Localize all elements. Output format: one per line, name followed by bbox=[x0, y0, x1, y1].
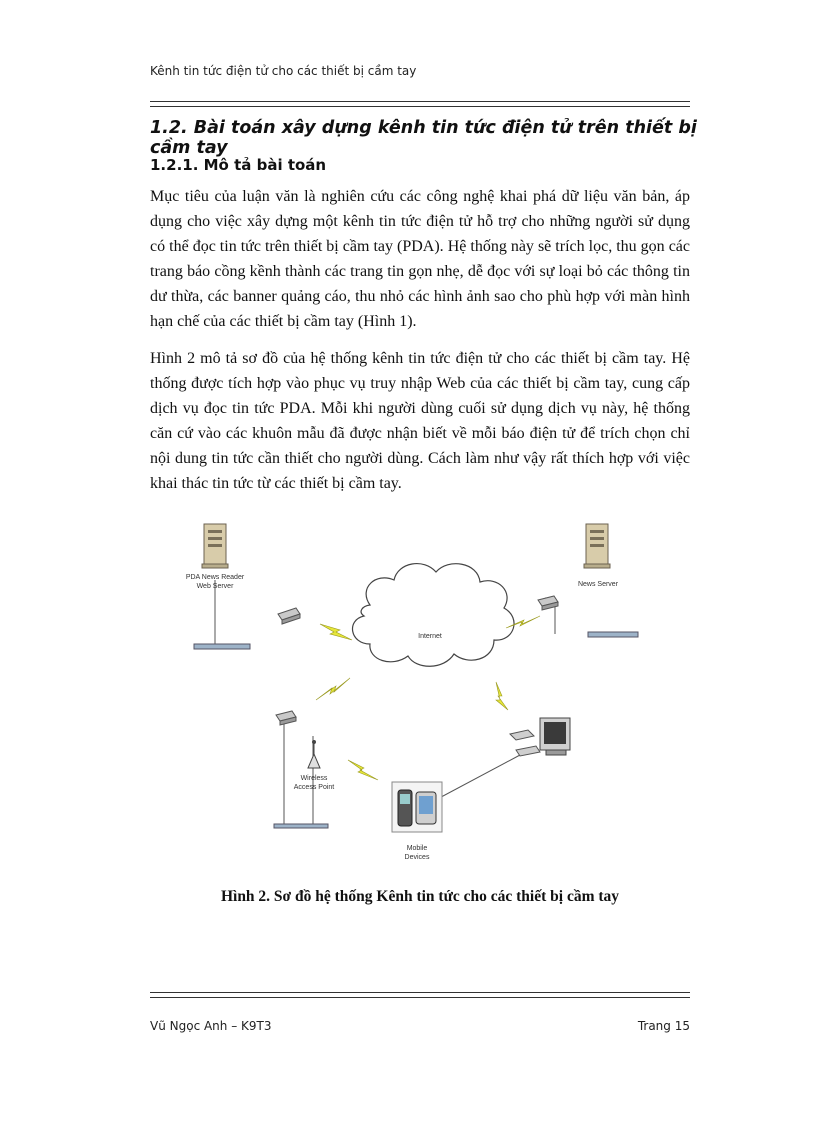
internet-label: Internet bbox=[418, 633, 442, 640]
pda-server-label-line2: Web Server bbox=[196, 583, 234, 590]
page-number: Trang 15 bbox=[637, 1019, 690, 1033]
lan-segment-bottom bbox=[274, 824, 328, 828]
footer-author: Vũ Ngọc Anh – K9T3 bbox=[150, 1019, 272, 1033]
lan-segment-right bbox=[588, 632, 638, 637]
news-server-icon bbox=[584, 524, 610, 568]
subsection-title: 1.2.1. Mô tả bài toán bbox=[150, 156, 327, 174]
lan-segment-left bbox=[194, 644, 250, 649]
pda-server-icon bbox=[202, 524, 228, 568]
news-server-label: News Server bbox=[577, 581, 619, 588]
system-diagram bbox=[180, 510, 640, 875]
mobile-devices-label-line2: Devices bbox=[404, 854, 430, 861]
internet-cloud-icon bbox=[353, 564, 515, 667]
mobile-devices-label-line1: Mobile bbox=[406, 845, 428, 852]
header-rule bbox=[150, 101, 690, 107]
workstation-icon bbox=[510, 718, 570, 756]
paragraph-objective: Mục tiêu của luận văn là nghiên cứu các công nghệ khai phá dữ liệu văn bản, áp dụng cho việc xây dựng một kênh tin tức điện tử hỗ trợ cho những người sử dụng có thể đọc tin tức trên thiết bị cầm tay (PDA). Hệ thống này sẽ trích lọc, thu gọn các trang báo cồng kềnh thành các trang tin gọn nhẹ, dễ đọc với sự loại bỏ các thông tin dư thừa, các banner quảng cáo, thu nhỏ các hình ảnh sao cho phù hợp với màn hình hạn chế của các thiết bị cầm tay (Hình 1). bbox=[150, 188, 690, 330]
mobile-devices-icon bbox=[392, 782, 442, 832]
access-point-label-line2: Access Point bbox=[293, 784, 335, 791]
section-title: 1.2. Bài toán xây dựng kênh tin tức điện tử trên thiết bị cầm tay bbox=[150, 118, 697, 158]
figure-caption: Hình 2. Sơ đồ hệ thống Kênh tin tức cho các thiết bị cầm tay bbox=[220, 888, 620, 905]
access-point-label-line1: Wireless bbox=[300, 775, 328, 782]
router-bottom-icon bbox=[276, 711, 296, 725]
paragraph-system-description: Hình 2 mô tả sơ đồ của hệ thống kênh tin tức điện tử cho các thiết bị cầm tay. Hệ thống được tích hợp vào phục vụ truy nhập Web của các thiết bị cầm tay, cung cấp dịch vụ đọc tin tức PDA. Mỗi khi người dùng cuối sử dụng dịch vụ này, hệ thống căn cứ vào các khuôn mẫu đã được nhận biết về mỗi báo điện tử để trích chọn chỉ nội dung tin tức cần thiết cho người dùng. Cách làm như vậy rất thích hợp với việc khai thác tin tức từ các thiết bị cầm tay. bbox=[150, 350, 690, 492]
pda-server-label-line1: PDA News Reader bbox=[185, 574, 245, 581]
router-left-icon bbox=[278, 608, 300, 624]
running-header: Kênh tin tức điện tử cho các thiết bị cầm tay bbox=[150, 64, 417, 78]
access-point-icon bbox=[308, 740, 320, 768]
footer-rule bbox=[150, 992, 690, 998]
